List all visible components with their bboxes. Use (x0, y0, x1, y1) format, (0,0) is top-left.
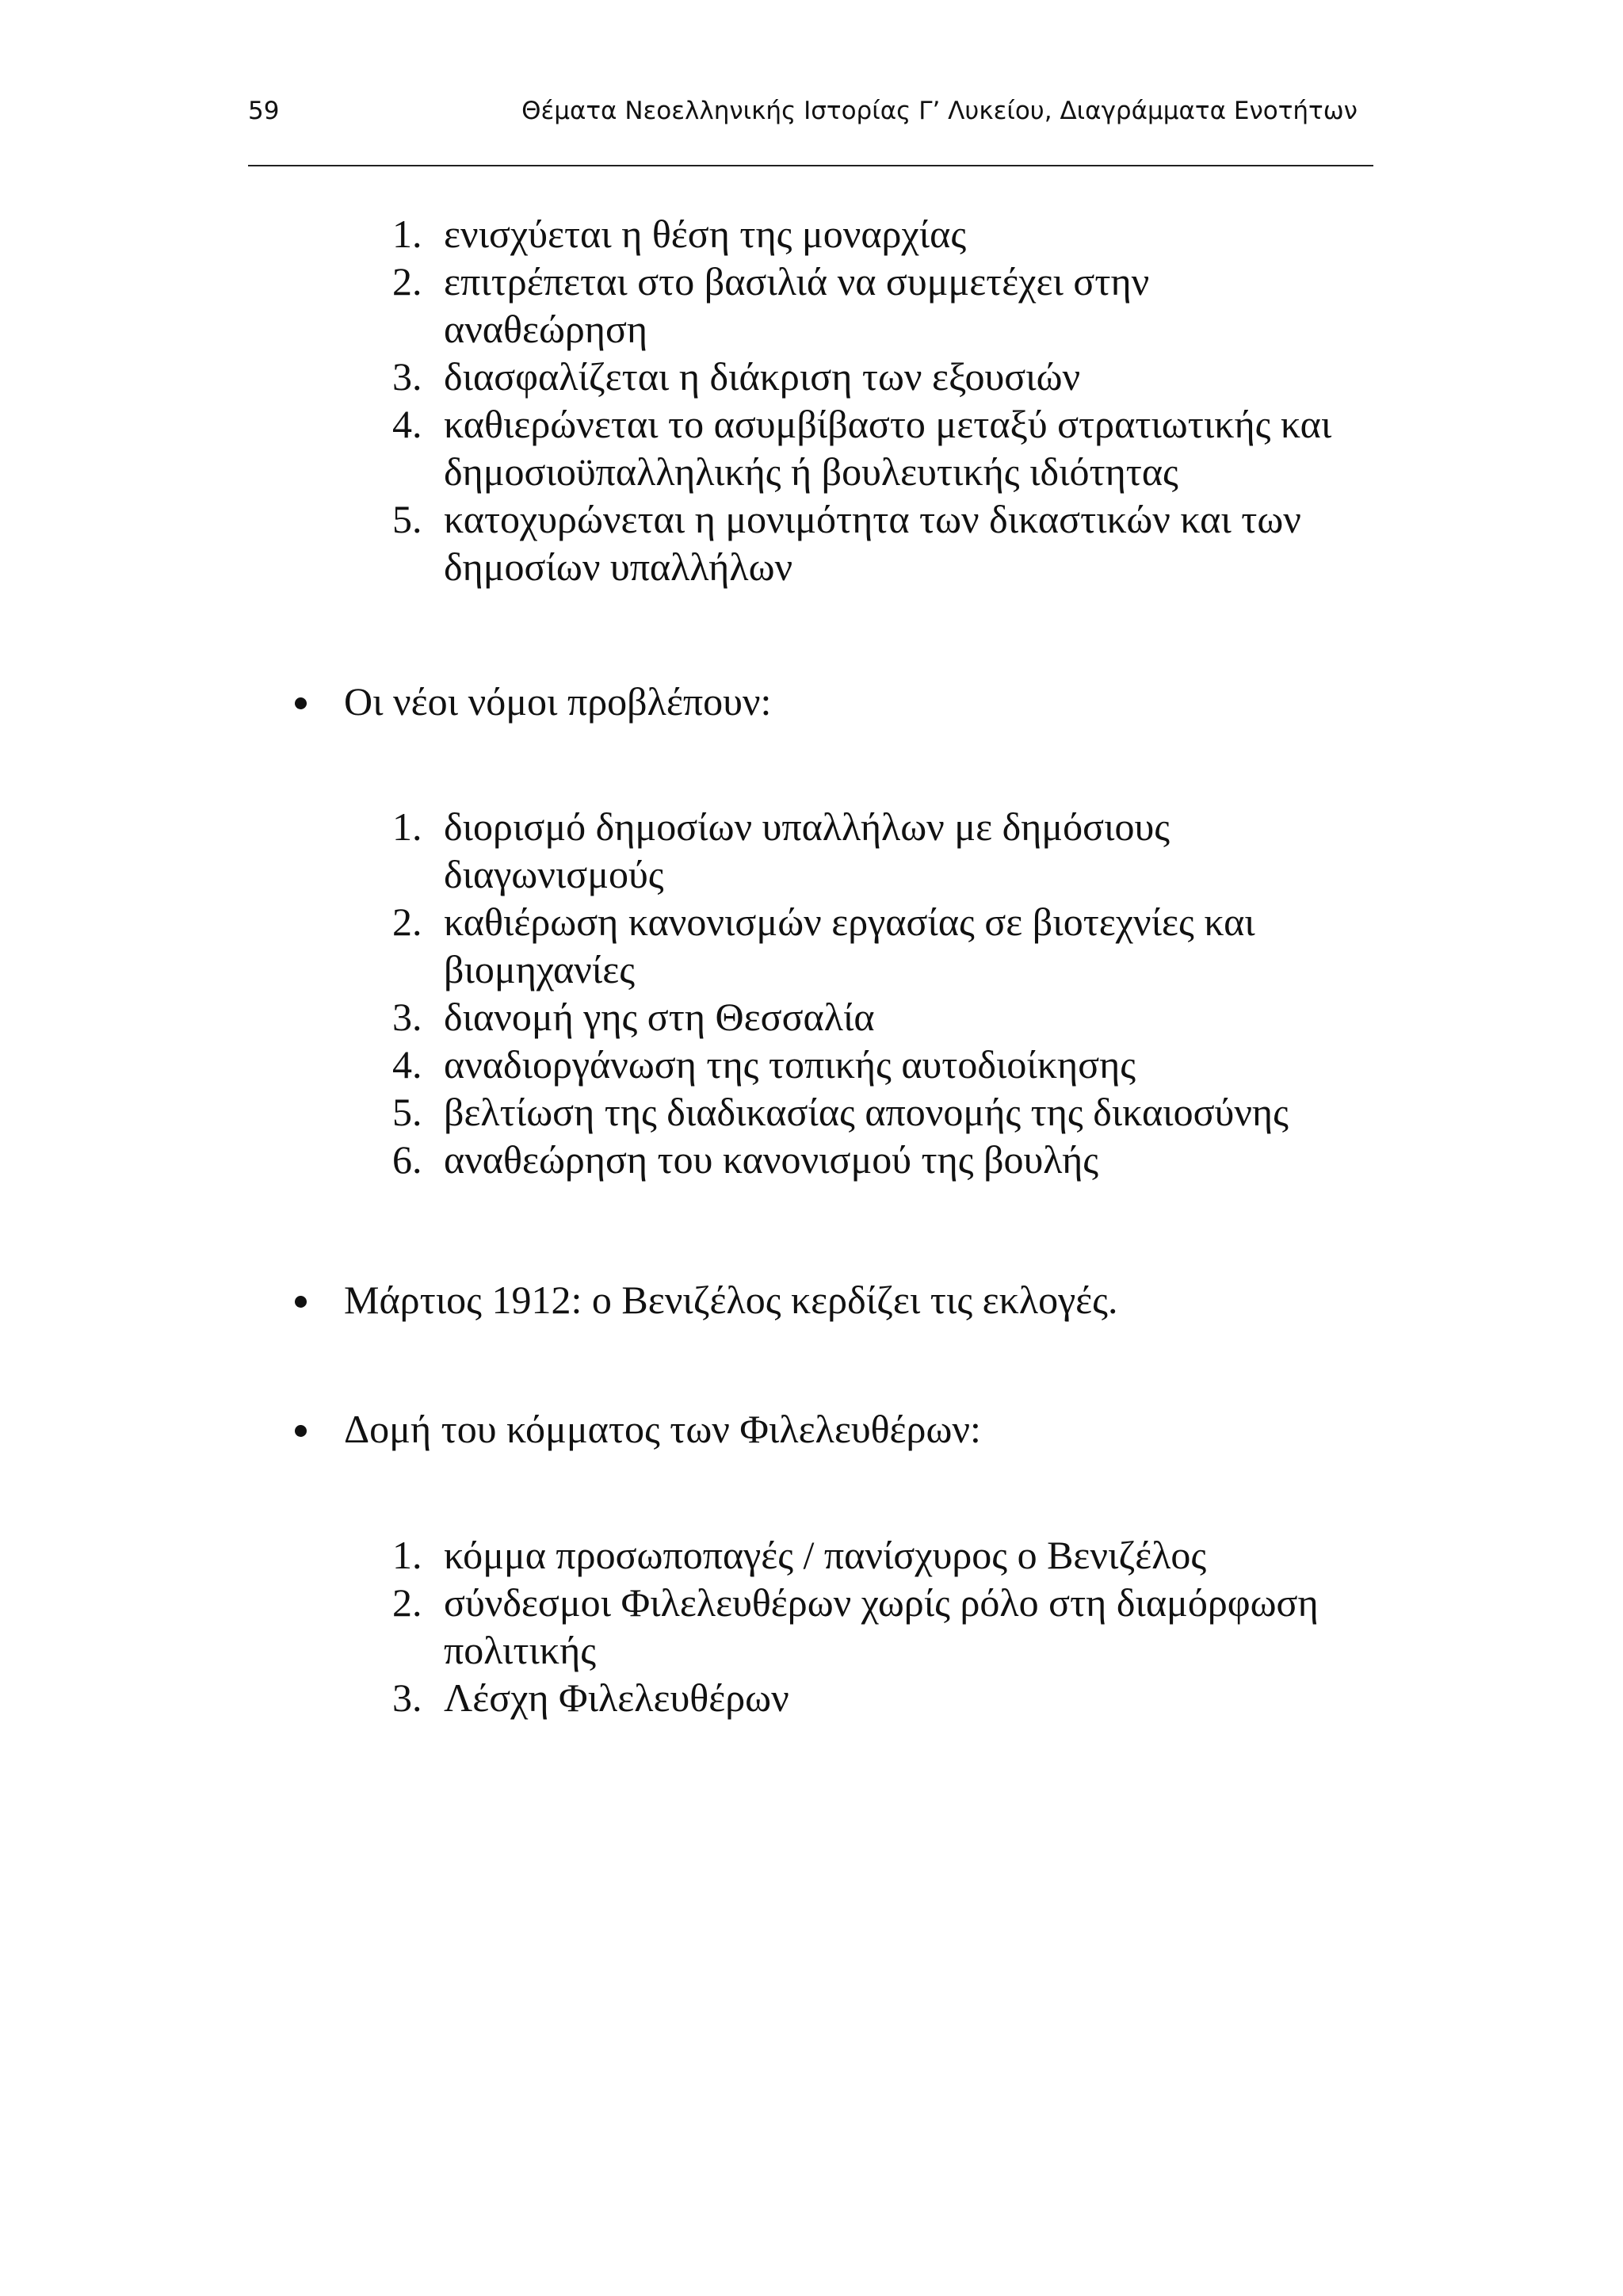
list-item: 2. σύνδεσμοι Φιλελευθέρων χωρίς ρόλο στη διαμόρφωση πολιτικής (392, 1580, 1319, 1672)
header-rule (248, 165, 1373, 166)
list-item: 3. διανομή γης στη Θεσσαλία (392, 995, 875, 1039)
list-item: 3. διασφαλίζεται η διάκριση των εξουσιών (392, 354, 1081, 399)
page-header (248, 97, 1358, 144)
list-item: 2. καθιέρωση κανονισμών εργασίας σε βιοτεχνίες και βιομηχανίες (392, 900, 1255, 991)
list-item: 5. κατοχυρώνεται η μονιμότητα των δικαστικών και των δημοσίων υπαλλήλων (392, 497, 1301, 589)
list-item: 5. βελτίωση της διαδικασίας απονομής της δικαιοσύνης (392, 1090, 1289, 1134)
party-structure-list (392, 1531, 1423, 1721)
list-item: 4. αναδιοργάνωση της τοπικής αυτοδιοίκησης (392, 1042, 1136, 1087)
new-laws-list (392, 803, 1423, 1183)
constitution-list (392, 210, 1415, 590)
bullet-dot (295, 1296, 307, 1308)
running-title: Θέματα Νεοελληνικής Ιστορίας Γ’ Λυκείου, Διαγράμματα Ενοτήτων (521, 97, 1358, 125)
list-item: 6. αναθεώρηση του κανονισμού της βουλής (392, 1137, 1099, 1182)
list-item: 1. κόμμα προσωποπαγές / πανίσχυρος ο Βενιζέλος (392, 1533, 1207, 1577)
page-number: 59 (248, 97, 280, 125)
list-item: 4. καθιερώνεται το ασυμβίβαστο μεταξύ στρατιωτικής και δημοσιοϋπαλληλικής ή βουλευτικής ιδιότητας (392, 402, 1332, 494)
bullet-dot (295, 697, 307, 709)
bullet-dot (295, 1425, 307, 1437)
list-item: 3. Λέσχη Φιλελευθέρων (392, 1675, 789, 1720)
list-item: 1. διορισμό δημοσίων υπαλλήλων με δημόσιους διαγωνισμούς (392, 804, 1170, 896)
list-item: 1. ενισχύεται η θέση της μοναρχίας (392, 212, 967, 256)
list-item: 2. επιτρέπεται στο βασιλιά να συμμετέχει στην αναθεώρηση (392, 259, 1150, 351)
